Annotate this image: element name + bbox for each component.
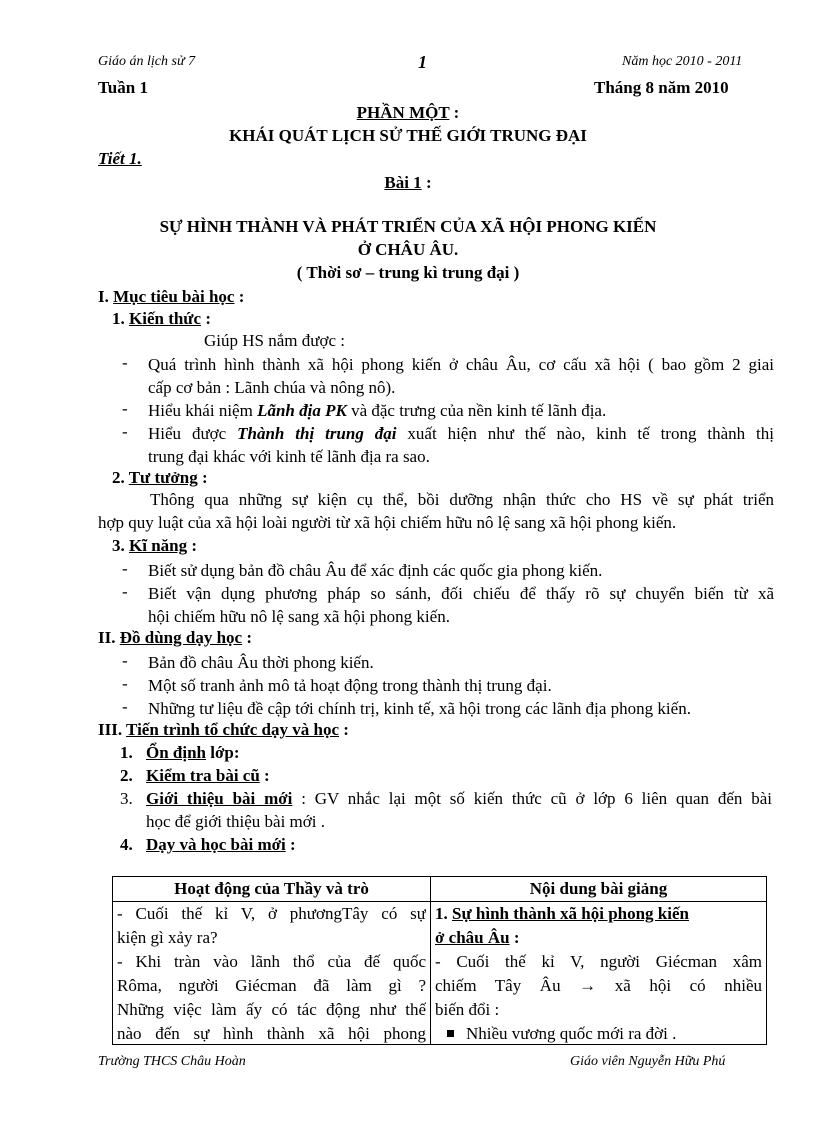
square-bullet-icon bbox=[447, 1030, 454, 1037]
header-school-year: Năm học 2010 - 2011 bbox=[622, 54, 743, 69]
materials-item-3: Những tư liệu đề cập tới chính trị, kinh tế, xã hội trong các lãnh địa phong kiến. bbox=[148, 699, 691, 718]
skills-item-2-line2: hội chiếm hữu nô lệ sang xã hội phong kiến. bbox=[148, 607, 450, 626]
knowledge-item-2: Hiểu khái niệm Lãnh địa PK và đặc trưng của nền kinh tế lãnh địa. bbox=[148, 401, 607, 420]
period-label: Tiết 1. bbox=[98, 149, 142, 168]
column-header-content: Nội dung bài giảng bbox=[431, 877, 767, 902]
knowledge-item-1-line1: Quá trình hình thành xã hội phong kiến ở châu Âu, cơ cấu xã hội ( bao gồm 2 giai bbox=[148, 355, 774, 374]
lesson-title-line1: SỰ HÌNH THÀNH VÀ PHÁT TRIỂN CỦA XÃ HỘI PHONG KIẾN bbox=[159, 217, 657, 236]
process-step-3-line2: học để giới thiệu bài mới . bbox=[146, 812, 325, 831]
bullet-dash: - bbox=[122, 353, 128, 372]
knowledge-item-3-line1: Hiểu được Thành thị trung đại xuất hiện như thế nào, kinh tế trong thành thị bbox=[148, 424, 775, 443]
column-header-activities: Hoạt động của Thầy và trò bbox=[113, 877, 431, 902]
materials-item-2: Một số tranh ảnh mô tả hoạt động trong thành thị trung đại. bbox=[148, 676, 552, 695]
lesson-title-line2: Ở CHÂU ÂU. bbox=[357, 240, 459, 259]
month-label: Tháng 8 năm 2010 bbox=[594, 78, 729, 97]
bullet-dash: - bbox=[122, 651, 128, 670]
bullet-dash: - bbox=[122, 399, 128, 418]
content-line: biến đổi : bbox=[435, 1000, 500, 1019]
content-cell bbox=[431, 902, 767, 1045]
knowledge-item-1-line2: cấp cơ bản : Lãnh chúa và nông nô). bbox=[148, 378, 396, 397]
activities-line: kiện gì xảy ra? bbox=[117, 928, 218, 947]
process-step-1: Ổn định lớp: bbox=[146, 743, 240, 762]
thought-heading: 2. Tư tưởng : bbox=[112, 468, 208, 487]
activities-line: Rôma, người Giécman đã làm gì ? bbox=[117, 976, 426, 995]
footer-teacher: Giáo viên Nguyễn Hữu Phú bbox=[570, 1054, 726, 1069]
bullet-dash: - bbox=[122, 422, 128, 441]
activities-line: nào đến sự hình thành xã hội phong bbox=[117, 1024, 426, 1043]
section-process-heading: III. Tiến trình tổ chức dạy và học : bbox=[98, 720, 349, 739]
section-materials-heading: II. Đồ dùng dạy học : bbox=[98, 628, 253, 647]
part-subtitle: KHÁI QUÁT LỊCH SỬ THẾ GIỚI TRUNG ĐẠI bbox=[229, 126, 587, 145]
content-section-title-line2: ở châu Âu : bbox=[435, 928, 520, 947]
skills-heading: 3. Kĩ năng : bbox=[112, 536, 198, 555]
lesson-subtitle: ( Thời sơ – trung kì trung đại ) bbox=[296, 263, 520, 282]
process-step-1-number: 1. bbox=[120, 743, 133, 762]
bullet-dash: - bbox=[122, 674, 128, 693]
thought-paragraph-line2: hợp quy luật của xã hội loài người từ xã hội chiếm hữu nô lệ sang xã hội phong kiến. bbox=[98, 513, 677, 532]
page-number: 1 bbox=[418, 52, 427, 72]
content-line: chiếm Tây Âu → xã hội có nhiều bbox=[435, 976, 762, 995]
thought-paragraph-line1: Thông qua những sự kiện cụ thể, bồi dưỡng nhận thức cho HS về sự phát triển bbox=[150, 490, 774, 509]
table-header-row bbox=[113, 877, 767, 902]
process-step-3-number: 3. bbox=[120, 789, 133, 808]
skills-item-1: Biết sử dụng bản đồ châu Âu để xác định các quốc gia phong kiến. bbox=[148, 561, 603, 580]
process-step-2: Kiểm tra bài cũ : bbox=[146, 766, 270, 785]
lesson-label: Bài 1 : bbox=[384, 173, 432, 192]
part-title: PHẦN MỘT : bbox=[356, 103, 460, 122]
bullet-dash: - bbox=[122, 582, 128, 601]
activities-cell bbox=[113, 902, 431, 1045]
process-step-4: Dạy và học bài mới : bbox=[146, 835, 296, 854]
skills-item-2-line1: Biết vận dụng phương pháp so sánh, đối chiếu để thấy rõ sự chuyển biến từ xã bbox=[148, 584, 774, 603]
week-label: Tuần 1 bbox=[98, 78, 148, 97]
activities-line: Những việc làm ấy có tác động như thế bbox=[117, 1000, 426, 1019]
table-row bbox=[113, 902, 767, 1045]
bullet-dash: - bbox=[122, 559, 128, 578]
content-section-title: 1. Sự hình thành xã hội phong kiến bbox=[435, 904, 689, 923]
content-line: - Cuối thế kỉ V, người Giécman xâm bbox=[435, 952, 762, 971]
content-bullet-item: Nhiều vương quốc mới ra đời . bbox=[435, 1022, 762, 1044]
lesson-table bbox=[112, 876, 767, 1045]
materials-item-1: Bản đồ châu Âu thời phong kiến. bbox=[148, 653, 374, 672]
bullet-dash: - bbox=[122, 697, 128, 716]
knowledge-heading: 1. Kiến thức : bbox=[112, 309, 211, 328]
process-step-3-line1: Giới thiệu bài mới : GV nhắc lại một số kiến thức cũ ở lớp 6 liên quan đến bài bbox=[146, 789, 772, 808]
knowledge-intro: Giúp HS nắm được : bbox=[204, 331, 345, 350]
process-step-2-number: 2. bbox=[120, 766, 133, 785]
header-course: Giáo án lịch sử 7 bbox=[98, 54, 196, 69]
footer-school: Trường THCS Châu Hoàn bbox=[98, 1054, 246, 1069]
knowledge-item-3-line2: trung đại khác với kinh tế lãnh địa ra sao. bbox=[148, 447, 430, 466]
activities-line: - Cuối thế kỉ V, ở phươngTây có sự bbox=[117, 904, 426, 923]
section-objectives-heading: I. Mục tiêu bài học : bbox=[98, 287, 245, 306]
process-step-4-number: 4. bbox=[120, 835, 133, 854]
activities-line: - Khi tràn vào lãnh thổ của đế quốc bbox=[117, 952, 426, 971]
